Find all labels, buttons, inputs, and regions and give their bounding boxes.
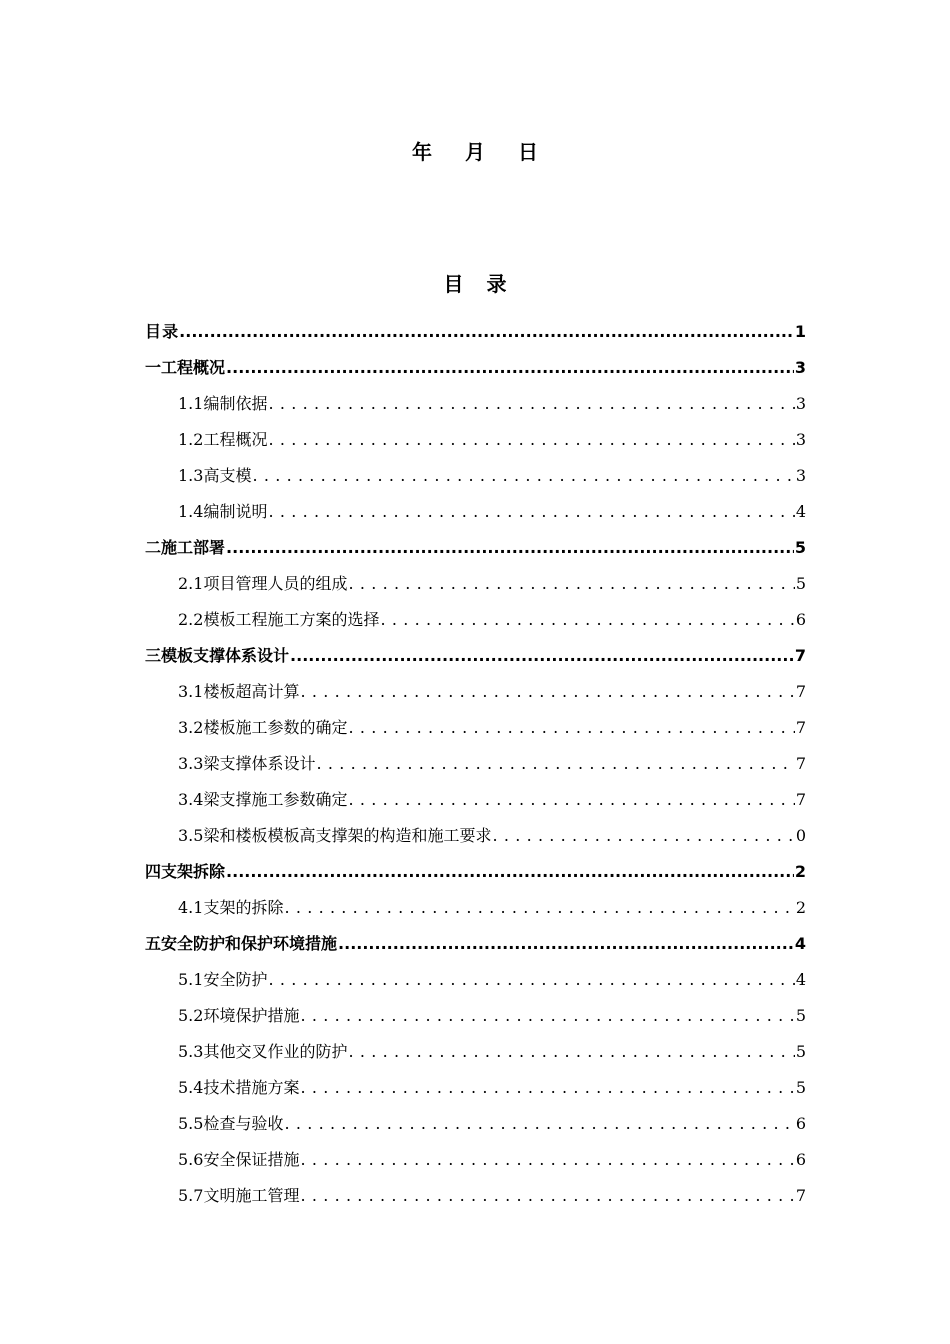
toc-entry-title: 5.4技术措施方案 — [178, 1078, 300, 1097]
toc-dot-leader — [268, 386, 794, 422]
toc-dot-leader — [300, 674, 794, 710]
toc-page-number: 7 — [795, 754, 806, 773]
toc-section-entry[interactable] — [145, 890, 806, 926]
toc-section-entry[interactable] — [145, 782, 806, 818]
toc-dot-leader — [300, 998, 794, 1034]
toc-entry-number: 三 — [145, 646, 162, 665]
toc-entry-title: 5.1安全防护 — [178, 970, 268, 989]
toc-page-number: 5 — [795, 1078, 806, 1097]
toc-section-entry[interactable] — [145, 1034, 806, 1070]
toc-dot-leader — [300, 1178, 794, 1214]
toc-page-number: 3 — [795, 430, 806, 449]
toc-page-number: 6 — [795, 1114, 806, 1133]
toc-dot-leader — [316, 746, 794, 782]
toc-dot-leader — [226, 854, 794, 890]
toc-entry-title: 施工部署 — [161, 538, 226, 557]
toc-dot-leader — [348, 566, 794, 602]
toc-entry-title: 支架拆除 — [161, 862, 226, 881]
toc-dot-leader — [348, 1034, 794, 1070]
toc-page-number: 6 — [795, 1150, 806, 1169]
toc-dot-leader — [290, 638, 794, 674]
toc-dot-leader — [284, 890, 794, 926]
toc-dot-leader — [348, 782, 794, 818]
toc-entry-title: 1.3高支模 — [178, 466, 252, 485]
toc-dot-leader — [338, 926, 794, 962]
toc-entry-number: 四 — [145, 862, 162, 881]
toc-page-number: 2 — [795, 898, 806, 917]
toc-dot-leader — [179, 314, 794, 350]
toc-page-number: 7 — [795, 718, 806, 737]
toc-section-entry[interactable] — [145, 494, 806, 530]
toc-entry-title: 工程概况 — [161, 358, 226, 377]
toc-dot-leader — [268, 422, 794, 458]
toc-chapter-entry[interactable] — [145, 638, 806, 674]
toc-entry-title: 5.7文明施工管理 — [178, 1186, 300, 1205]
toc-entry-title: 3.3梁支撑体系设计 — [178, 754, 316, 773]
toc-entry-title: 2.2模板工程施工方案的选择 — [178, 610, 380, 629]
toc-entry-title: 录 — [162, 322, 179, 341]
toc-chapter-entry[interactable] — [145, 926, 806, 962]
toc-page-number: 2 — [794, 862, 806, 881]
toc-dot-leader — [252, 458, 794, 494]
toc-dot-leader — [380, 602, 794, 638]
toc-page-number: 4 — [795, 502, 806, 521]
toc-entry-title: 5.3其他交叉作业的防护 — [178, 1042, 348, 1061]
toc-entry-title: 1.4编制说明 — [178, 502, 268, 521]
toc-section-entry[interactable] — [145, 422, 806, 458]
toc-dot-leader — [226, 530, 794, 566]
toc-chapter-entry[interactable] — [145, 350, 806, 386]
toc-page-number: 3 — [795, 466, 806, 485]
toc-page-number: 5 — [794, 538, 806, 557]
toc-section-entry[interactable] — [145, 458, 806, 494]
toc-entry-title: 3.5梁和楼板模板高支撑架的构造和施工要求 — [178, 826, 492, 845]
toc-entry-title: 安全防护和保护环境措施 — [161, 934, 338, 953]
toc-section-entry[interactable] — [145, 818, 806, 854]
toc-section-entry[interactable] — [145, 1178, 806, 1214]
toc-dot-leader — [268, 962, 794, 998]
toc-entry-number: 一 — [145, 358, 162, 377]
toc-dot-leader — [284, 1106, 794, 1142]
toc-entry-number: 二 — [145, 538, 162, 557]
toc-dot-leader — [226, 350, 794, 386]
toc-page-number: 7 — [794, 646, 806, 665]
toc-entry-title: 3.2楼板施工参数的确定 — [178, 718, 348, 737]
toc-section-entry[interactable] — [145, 1142, 806, 1178]
toc-page-number: 5 — [795, 574, 806, 593]
toc-entry-title: 模板支撑体系设计 — [161, 646, 290, 665]
toc-entry-title: 3.4梁支撑施工参数确定 — [178, 790, 348, 809]
toc-page-number: 6 — [795, 610, 806, 629]
toc-page-number: 1 — [794, 322, 806, 341]
toc-chapter-entry[interactable] — [145, 854, 806, 890]
toc-page-number: 7 — [795, 1186, 806, 1205]
toc-dot-leader — [348, 710, 794, 746]
toc-dot-leader — [268, 494, 794, 530]
toc-entry-title: 5.6安全保证措施 — [178, 1150, 300, 1169]
toc-page-number: 5 — [795, 1042, 806, 1061]
date-day: 日 — [517, 140, 538, 164]
toc-entry-number: 五 — [145, 934, 162, 953]
toc-entry-title: 1.1编制依据 — [178, 394, 268, 413]
date-month: 月 — [465, 140, 485, 164]
toc-dot-leader — [300, 1070, 794, 1106]
toc-section-entry[interactable] — [145, 962, 806, 998]
toc-title-char-1: 目 — [443, 272, 464, 296]
toc-page-number: 7 — [795, 790, 806, 809]
toc-entry-title: 2.1项目管理人员的组成 — [178, 574, 348, 593]
toc-chapter-entry[interactable] — [145, 314, 806, 350]
toc-page-number: 5 — [795, 1006, 806, 1025]
toc-section-entry[interactable] — [145, 746, 806, 782]
toc-section-entry[interactable] — [145, 566, 806, 602]
date-year: 年 — [412, 140, 433, 164]
toc-page-number: 0 — [795, 826, 806, 845]
toc-chapter-entry[interactable] — [145, 530, 806, 566]
toc-dot-leader — [300, 1142, 794, 1178]
toc-entry-title: 3.1楼板超高计算 — [178, 682, 300, 701]
date-line — [0, 136, 950, 165]
table-of-contents — [145, 314, 806, 1214]
toc-dot-leader — [492, 818, 794, 854]
toc-section-entry[interactable] — [145, 998, 806, 1034]
toc-page-number: 3 — [794, 358, 806, 377]
toc-page-number: 4 — [794, 934, 806, 953]
toc-entry-number: 目 — [145, 322, 162, 341]
toc-page-number: 7 — [795, 682, 806, 701]
toc-section-entry[interactable] — [145, 1106, 806, 1142]
toc-section-entry[interactable] — [145, 674, 806, 710]
toc-entry-title: 5.5检查与验收 — [178, 1114, 284, 1133]
toc-page-number: 4 — [795, 970, 806, 989]
toc-entry-title: 4.1支架的拆除 — [178, 898, 284, 917]
toc-section-entry[interactable] — [145, 602, 806, 638]
toc-section-entry[interactable] — [145, 386, 806, 422]
toc-entry-title: 5.2环境保护措施 — [178, 1006, 300, 1025]
toc-section-entry[interactable] — [145, 1070, 806, 1106]
toc-section-entry[interactable] — [145, 710, 806, 746]
toc-title — [0, 268, 950, 297]
toc-entry-title: 1.2工程概况 — [178, 430, 268, 449]
toc-page-number: 3 — [795, 394, 806, 413]
toc-title-char-2: 录 — [486, 272, 507, 296]
